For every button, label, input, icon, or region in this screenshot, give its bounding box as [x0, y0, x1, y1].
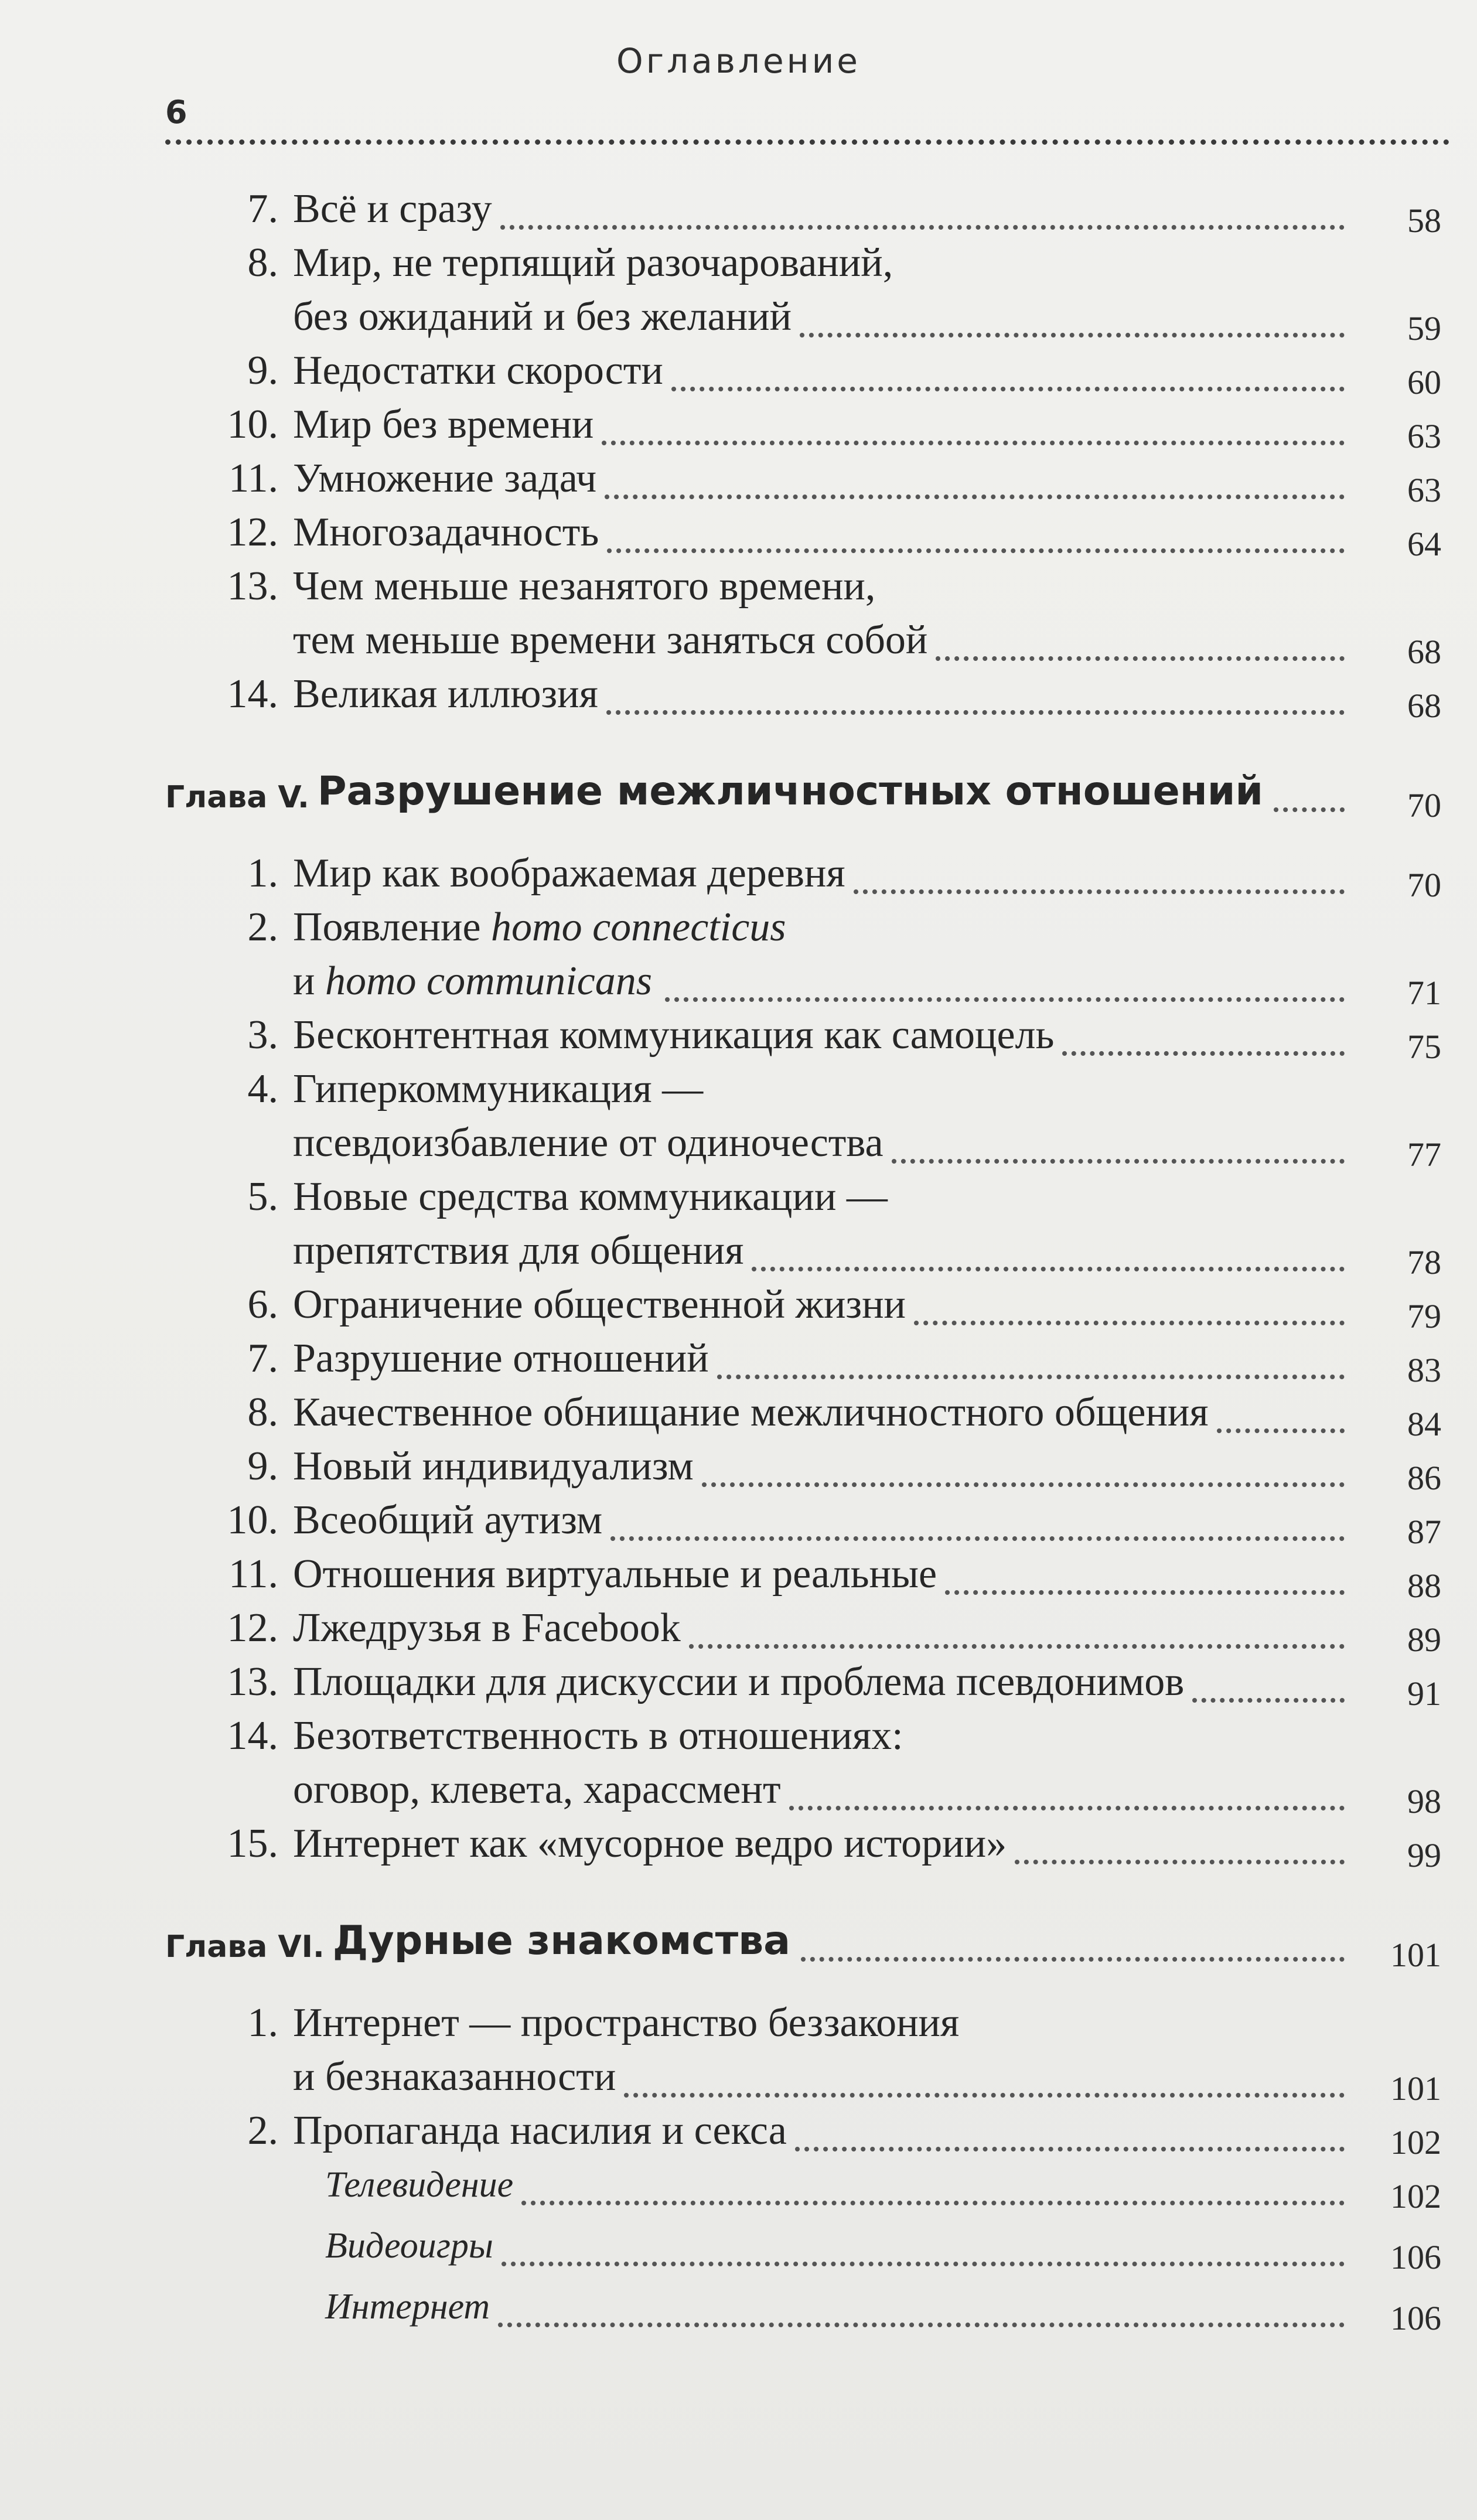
dot-leader [671, 387, 1345, 391]
dot-leader [605, 495, 1345, 499]
entry-number: 1. [247, 851, 278, 896]
dot-leader [689, 1644, 1345, 1649]
dot-leader [1274, 807, 1345, 812]
entry-number: 10. [227, 1498, 278, 1543]
entry-page-number: 63 [1407, 417, 1441, 455]
dot-leader [752, 1267, 1345, 1271]
entry-page-number: 71 [1407, 974, 1441, 1012]
dot-leader [1192, 1698, 1345, 1703]
entry-number: 7. [247, 186, 278, 231]
entry-page-number: 79 [1407, 1297, 1441, 1335]
page-number: 6 [165, 94, 187, 131]
entry-number: 6. [247, 1282, 278, 1327]
entry-title-line: Недостатки скорости [293, 348, 663, 393]
entry-title-line: Ограничение общественной жизни [293, 1282, 906, 1327]
dot-leader [610, 1536, 1345, 1541]
dot-leader [498, 2323, 1345, 2327]
entry-title-line: Мир без времени [293, 402, 594, 447]
entry-page-number: 77 [1407, 1135, 1441, 1174]
entry-number: 5. [247, 1174, 278, 1219]
entry-page-number: 86 [1407, 1459, 1441, 1497]
dot-leader [892, 1159, 1345, 1164]
entry-title-line: и homo communicans [293, 959, 652, 1004]
entry-page-number: 60 [1407, 363, 1441, 401]
entry-number: 4. [247, 1066, 278, 1111]
entry-title-line: Разрушение отношений [293, 1336, 709, 1381]
chapter-page-number: 70 [1407, 786, 1441, 824]
entry-title-line: псевдоизбавление от одиночества [293, 1120, 884, 1165]
entry-page-number: 78 [1407, 1243, 1441, 1281]
entry-title-line: тем меньше времени заняться собой [293, 618, 928, 663]
entry-number: 14. [227, 671, 278, 717]
entry-title-line: Мир как воображаемая деревня [293, 851, 845, 896]
dot-leader [607, 548, 1345, 553]
entry-number: 13. [227, 564, 278, 609]
entry-page-number: 58 [1407, 202, 1441, 240]
entry-title-line: Пропаганда насилия и секса [293, 2108, 787, 2153]
chapter-page-number: 101 [1390, 1936, 1441, 1974]
entry-page-number: 102 [1390, 2123, 1441, 2161]
entry-title-line: Интернет — пространство беззакония [293, 2000, 960, 2045]
entry-title-line: Площадки для дискуссии и проблема псевдонимов [293, 1659, 1185, 1704]
entry-number: 15. [227, 1821, 278, 1866]
entry-page-number: 84 [1407, 1405, 1441, 1443]
entry-number: 2. [247, 905, 278, 950]
entry-title-line: Новые средства коммуникации — [293, 1174, 888, 1219]
entry-number: 11. [228, 456, 278, 501]
entry-number: 2. [247, 2108, 278, 2153]
entry-page-number: 64 [1407, 525, 1441, 563]
entry-number: 9. [247, 348, 278, 393]
entry-title-line: Лжедрузья в Facebook [293, 1605, 681, 1651]
entry-title-line: Видеоигры [325, 2226, 493, 2266]
entry-page-number: 68 [1407, 687, 1441, 725]
entry-page-number: 83 [1407, 1351, 1441, 1389]
entry-page-number: 98 [1407, 1782, 1441, 1820]
dot-leader [800, 333, 1345, 337]
entry-title-line: Чем меньше незанятого времени, [293, 564, 876, 609]
entry-title-line: Всё и сразу [293, 186, 492, 231]
entry-title-line: Новый индивидуализм [293, 1444, 694, 1489]
entry-number: 14. [227, 1713, 278, 1758]
entry-page-number: 106 [1390, 2238, 1441, 2276]
entry-number: 11. [228, 1551, 278, 1597]
dot-leader [1015, 1860, 1345, 1864]
entry-page-number: 88 [1407, 1567, 1441, 1605]
entry-page-number: 87 [1407, 1513, 1441, 1551]
dot-leader [717, 1375, 1345, 1379]
entry-title-line: Умножение задач [293, 456, 597, 501]
entry-number: 9. [247, 1444, 278, 1489]
entry-title-line: Бесконтентная коммуникация как самоцель [293, 1012, 1055, 1058]
entry-page-number: 101 [1390, 2069, 1441, 2108]
dot-leader [602, 441, 1345, 445]
entry-page-number: 68 [1407, 633, 1441, 671]
entry-page-number: 63 [1407, 471, 1441, 509]
entry-title-line: Телевидение [325, 2165, 514, 2205]
entry-title-line: Многозадачность [293, 510, 599, 555]
chapter-label: Глава VI. [165, 1929, 325, 1965]
entry-page-number: 102 [1390, 2177, 1441, 2215]
entry-number: 7. [247, 1336, 278, 1381]
entry-title-line: без ожиданий и без желаний [293, 294, 792, 339]
dot-leader [936, 656, 1345, 661]
entry-number: 8. [247, 1390, 278, 1435]
entry-title-line: оговор, клевета, харассмент [293, 1767, 781, 1812]
dot-leader [702, 1482, 1345, 1487]
entry-number: 1. [247, 2000, 278, 2045]
dot-leader [854, 889, 1345, 894]
dot-leader [1217, 1428, 1345, 1433]
dot-leader [914, 1321, 1345, 1325]
running-title: Оглавление [616, 41, 861, 81]
chapter-title: Дурные знакомства [332, 1918, 791, 1964]
dot-leader [665, 997, 1345, 1002]
chapter-label: Глава V. [165, 780, 309, 815]
entry-title-line: препятствия для общения [293, 1228, 744, 1273]
entry-title-line: Отношения виртуальные и реальные [293, 1551, 937, 1597]
dot-leader [795, 2147, 1345, 2151]
entry-title-line: Интернет [325, 2287, 490, 2327]
dot-leader [789, 1806, 1345, 1810]
entry-title-line: Появление homo connecticus [293, 905, 786, 950]
dot-leader [945, 1590, 1345, 1595]
dot-leader [1062, 1051, 1345, 1056]
chapter-title: Разрушение межличностных отношений [317, 768, 1264, 814]
entry-title-line: Гиперкоммуникация — [293, 1066, 704, 1111]
entry-page-number: 106 [1390, 2299, 1441, 2337]
entry-page-number: 99 [1407, 1836, 1441, 1874]
entry-title-line: Безответственность в отношениях: [293, 1713, 903, 1758]
entry-number: 12. [227, 1605, 278, 1651]
entry-number: 10. [227, 402, 278, 447]
entry-page-number: 59 [1407, 309, 1441, 347]
entry-title-line: Всеобщий аутизм [293, 1498, 603, 1543]
entry-page-number: 75 [1407, 1028, 1441, 1066]
dot-leader [606, 710, 1345, 715]
entry-number: 12. [227, 510, 278, 555]
entry-page-number: 91 [1407, 1675, 1441, 1713]
entry-page-number: 89 [1407, 1621, 1441, 1659]
dot-leader [521, 2201, 1345, 2205]
dot-leader [502, 2262, 1345, 2266]
header-dotted-rule [165, 139, 1449, 145]
dot-leader [624, 2093, 1345, 2098]
dot-leader [500, 225, 1345, 230]
entry-title-line: Мир, не терпящий разочарований, [293, 240, 893, 285]
entry-number: 8. [247, 240, 278, 285]
entry-title-line: и безнаказанности [293, 2054, 616, 2099]
entry-title-line: Качественное обнищание межличностного общения [293, 1390, 1209, 1435]
entry-title-line: Интернет как «мусорное ведро истории» [293, 1821, 1007, 1866]
entry-number: 3. [247, 1012, 278, 1058]
entry-number: 13. [227, 1659, 278, 1704]
dot-leader [801, 1957, 1345, 1962]
entry-page-number: 70 [1407, 866, 1441, 904]
entry-title-line: Великая иллюзия [293, 671, 598, 717]
